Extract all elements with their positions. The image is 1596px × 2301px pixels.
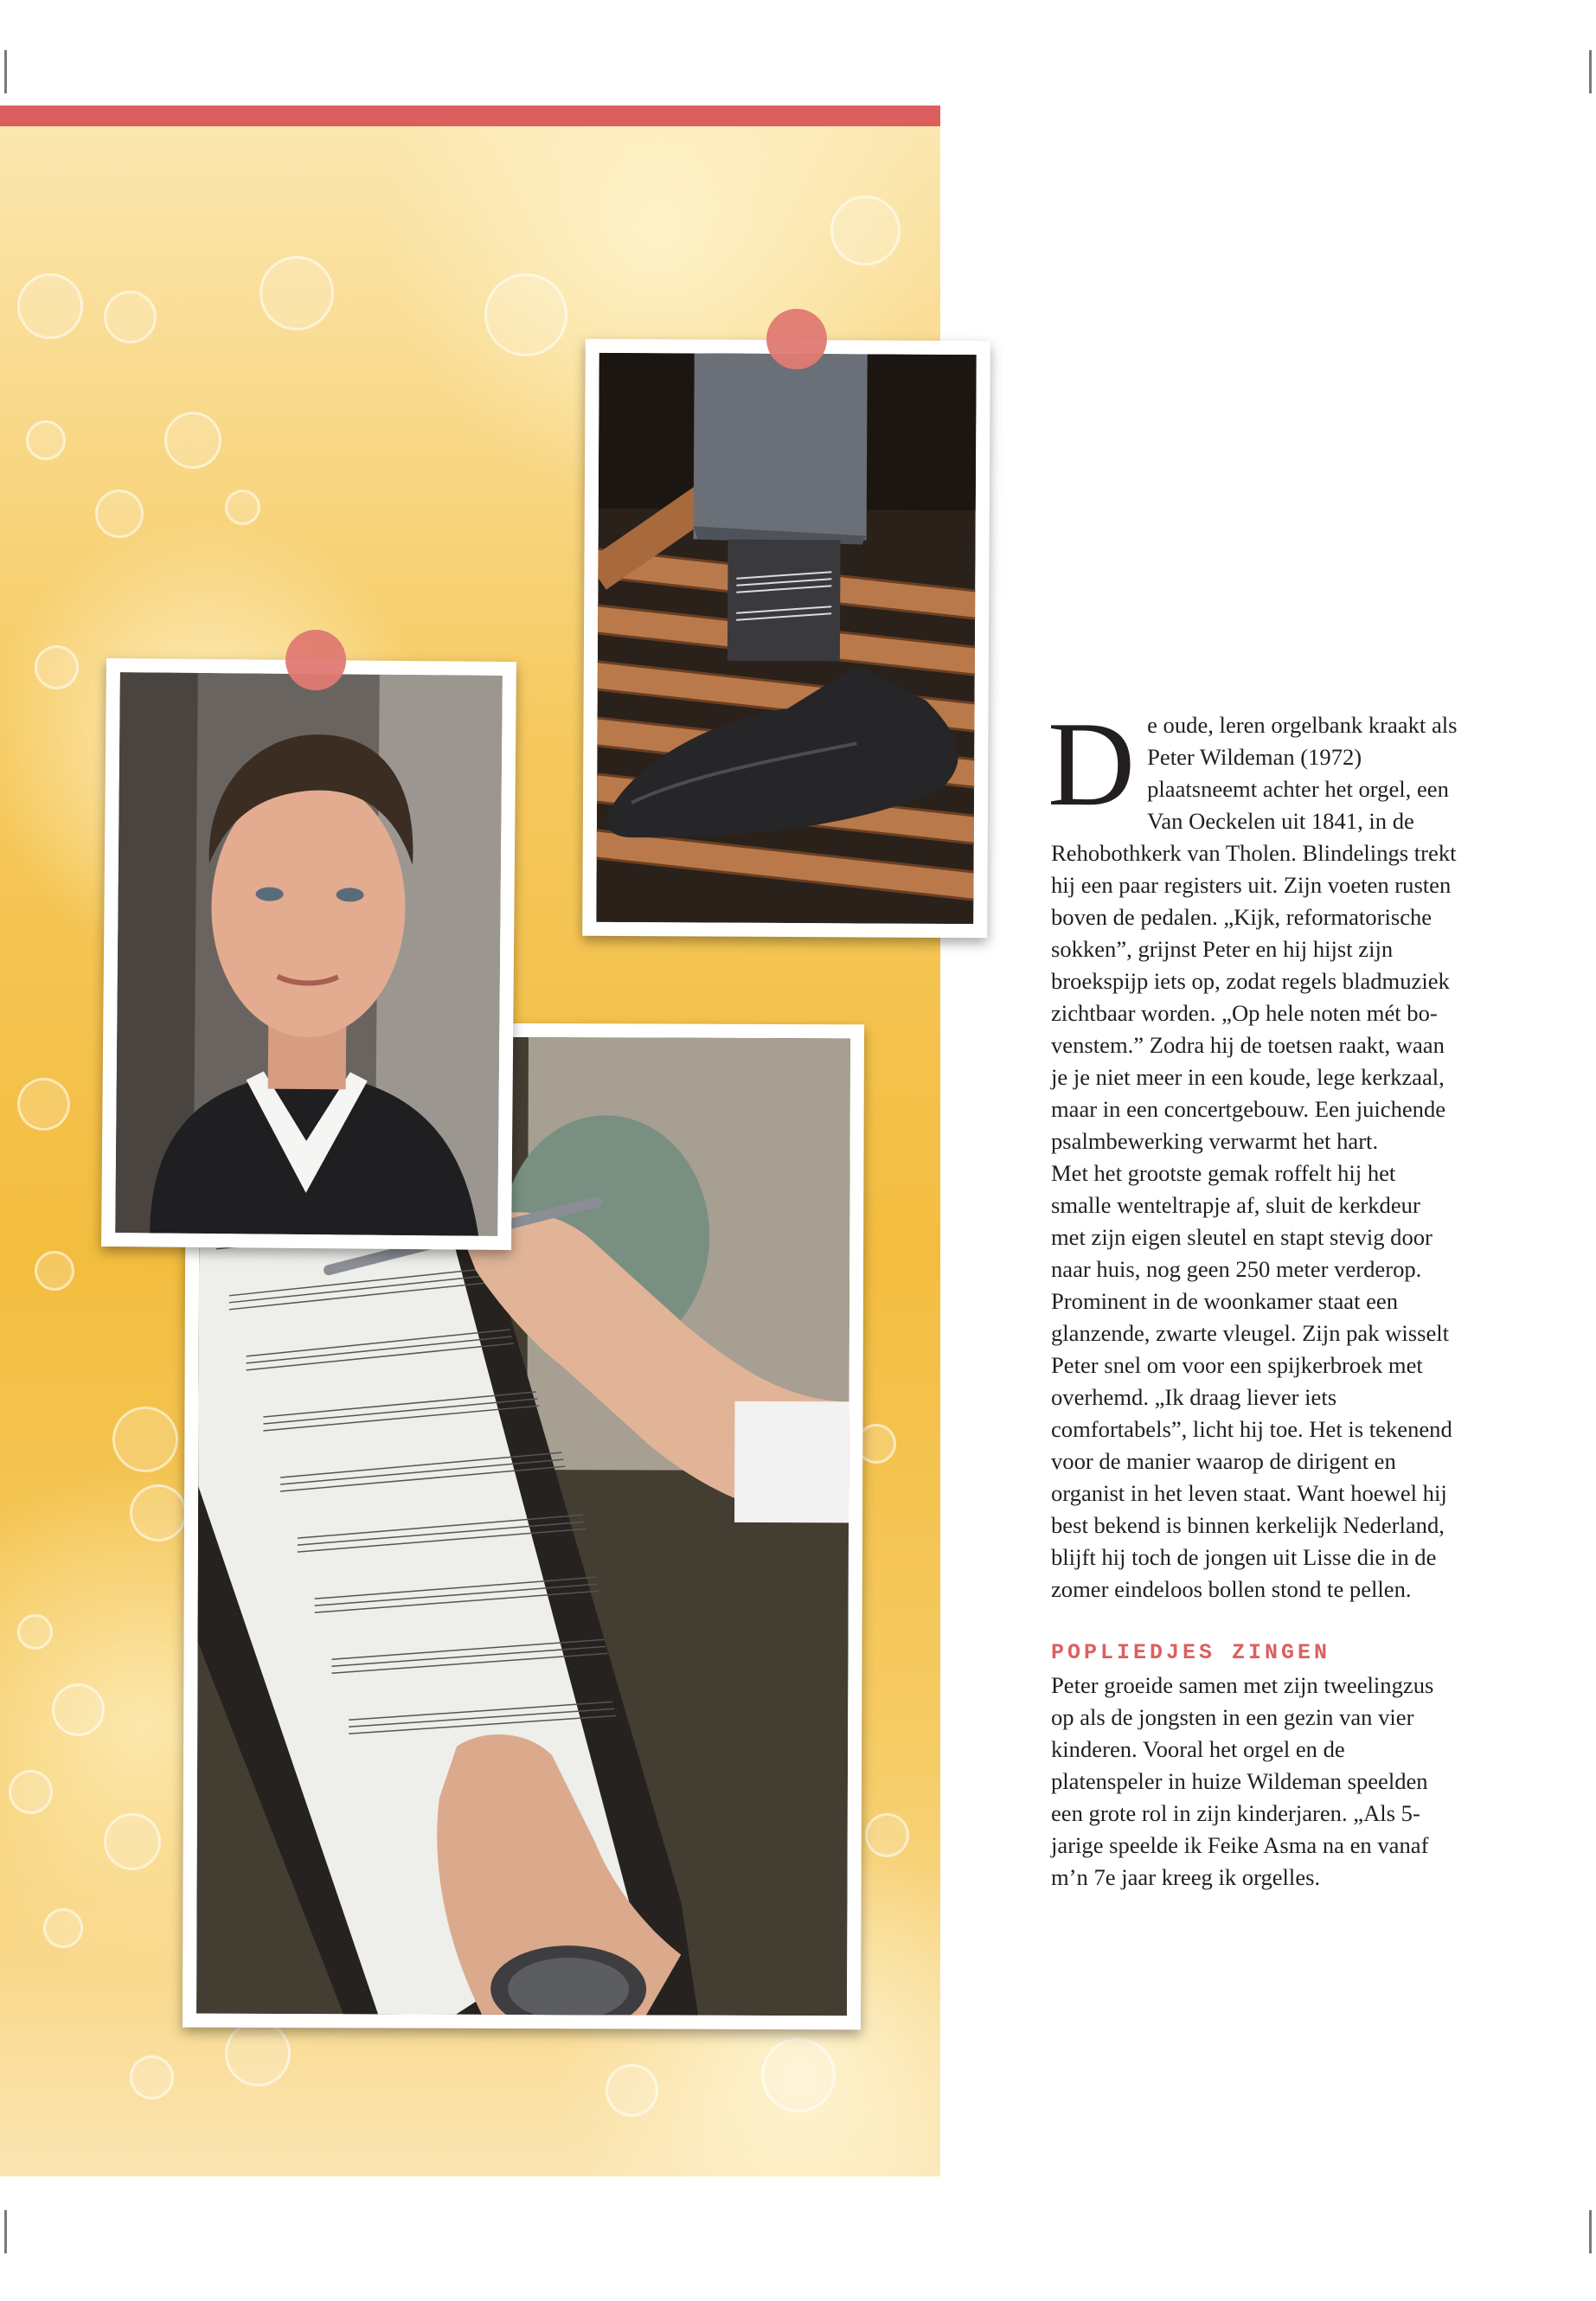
paragraph-2: Met het grootste gemak roffelt hij het smalle wenteltrapje af, sluit de kerkdeur met zijn eigen sleutel en stapt stevig door naar huis, nog geen 250 meter verderop. Prominent in de woonkamer staat een glanzende, zwarte vleugel. Zijn pak wisselt Peter snel om voor een spijkerbroek met overhemd. „Ik draag liever iets comfortabels”, licht hij toe. Het is tekenend voor de manier waarop de dirigent en organist in het leven staat. Want hoewel hij best bekend is binnen kerkelijk Nederland, blijft hij toch de jongen uit Lisse die in de zomer eindeloos bollen stond te pellen. <box>1051 1160 1452 1602</box>
pin-icon <box>285 630 346 690</box>
accent-bar <box>0 106 940 126</box>
crop-mark-bottom-right <box>1589 2210 1592 2253</box>
pin-icon <box>766 309 827 369</box>
intro-text: e oude, leren orgelbank kraakt als Peter Wildeman (1972) plaatsneemt achter het orgel, een Van Oeckelen uit 1841, in de Rehobothkerk van Tholen. Blindelings trekt hij een paar registers uit. Zijn voeten rusten boven de pedalen. „Kijk, reformatorische sokken”, grijnst Peter en hij hijst zijn broekspijp iets op, zodat regels bladmuziek zichtbaar worden. „Op hele noten mét bovenstem.” Zodra hij de toetsen raakt, waan je je niet meer in een koude, lege kerkzaal, maar in een concertgebouw. Een juichende psalmbewerking verwarmt het hart. <box>1051 712 1458 1154</box>
crop-mark-top-right <box>1589 50 1592 93</box>
crop-mark-bottom-left <box>4 2210 7 2253</box>
portrait-image <box>115 672 503 1236</box>
article-body <box>1048 697 1458 1894</box>
portrait-photo <box>101 658 516 1250</box>
intro-paragraph <box>1048 697 1458 1157</box>
drop-cap: D <box>1048 697 1136 831</box>
crop-mark-top-left <box>4 50 7 93</box>
organ-pedals-image <box>596 353 976 924</box>
paragraph-3: Peter groeide samen met zijn tweelingzus op als de jongsten in een gezin van vier kinderen. Vooral het orgel en de platenspeler in huize Wildeman speelden een grote rol in zijn kinderjaren. „Als 5-jarige speelde ik Feike Asma na en vanaf m’n 7e jaar kreeg ik orgelles. <box>1051 1672 1434 1890</box>
section-subhead: POPLIEDJES ZINGEN <box>1051 1640 1331 1665</box>
organ-pedals-photo <box>582 339 990 938</box>
